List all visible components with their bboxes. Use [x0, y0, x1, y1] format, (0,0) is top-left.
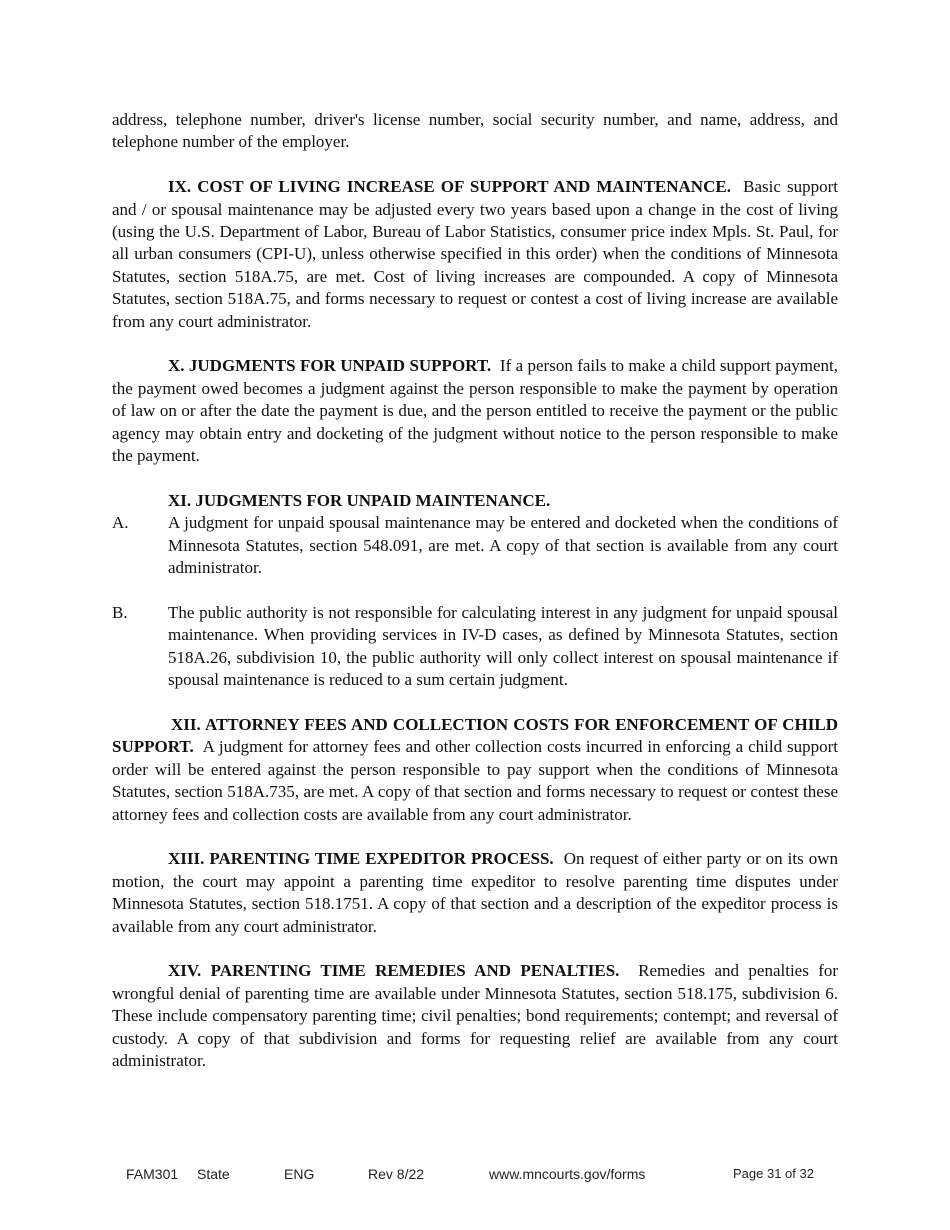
list-item-text: A judgment for unpaid spousal maintenance may be entered and docketed when the conditions of Minnesota Statutes, section 548.091, are met. A copy of that section is available from any court administrator.	[168, 513, 838, 578]
section-ix-paragraph	[112, 176, 838, 333]
section-xii-body: A judgment for attorney fees and other collection costs incurred in enforcing a child support order will be entered against the person responsible to pay support when the conditions of Minnesota Statutes, section 518A.735, are met. A copy of that section and forms necessary to request or contest these attorney fees and collection costs are available from any court administrator.	[112, 737, 838, 824]
section-xiii-heading: XIII. PARENTING TIME EXPEDITOR PROCESS.	[168, 849, 554, 869]
document-body	[112, 109, 838, 1095]
section-xi	[112, 490, 838, 692]
list-item-letter: B.	[112, 602, 128, 622]
section-xii-heading: XII. ATTORNEY FEES AND COLLECTION COSTS FOR ENFORCEMENT OF CHILD SUPPORT.	[112, 714, 838, 757]
section-x-heading: X. JUDGMENTS FOR UNPAID SUPPORT.	[168, 356, 492, 376]
section-x-paragraph	[112, 355, 838, 467]
list-item-text: The public authority is not responsible for calculating interest in any judgment for unpaid spousal maintenance. When providing services in IV-D cases, as defined by Minnesota Statutes, section 518A.26, subdivision 10, the public authority will only collect interest on spousal maintenance if spousal maintenance is reduced to a sum certain judgment.	[168, 602, 838, 690]
footer-language: ENG	[284, 1166, 315, 1182]
section-xiv-body: Remedies and penalties for wrongful denial of parenting time are available under Minnesota Statutes, section 518.175, subdivision 6. These include compensatory parenting time; civil penalties; bond requirements; contempt; and reversal of custody. A copy of that subdivision and forms for requesting relief are available from any court administrator.	[112, 961, 839, 1070]
section-x-body: If a person fails to make a child support payment, the payment owed becomes a judgment against the person responsible to make the payment by operation of law on or after the date the payment is due, and the person entitled to receive the payment or the public agency may obtain entry and docketing of the judgment without notice to the person responsible to make the payment.	[112, 356, 839, 466]
page-footer	[0, 1166, 950, 1186]
section-xiii-body: On request of either party or on its own motion, the court may appoint a parenting time expeditor to resolve parenting time disputes under Minnesota Statutes, section 518.1751. A copy of that section and a description of the expeditor process is available from any court administrator.	[112, 849, 839, 936]
footer-url: www.mncourts.gov/forms	[489, 1166, 646, 1182]
list-item-letter: A.	[112, 513, 129, 533]
intro-paragraph: address, telephone number, driver's license number, social security number, and name, address, and telephone number of the employer.	[112, 110, 838, 152]
footer-revision: Rev 8/22	[368, 1166, 425, 1182]
footer-jurisdiction: State	[197, 1166, 230, 1182]
section-xi-heading: XI. JUDGMENTS FOR UNPAID MAINTENANCE.	[168, 490, 551, 510]
section-xiv-heading: XIV. PARENTING TIME REMEDIES AND PENALTIES.	[168, 961, 620, 981]
footer-page-number: Page 31 of 32	[733, 1166, 814, 1181]
section-xiv-paragraph	[112, 960, 838, 1072]
section-ix-body: Basic support and / or spousal maintenance may be adjusted every two years based upon a change in the cost of living (using the U.S. Department of Labor, Bureau of Labor Statistics, consumer price index Mpls. St. Paul, for all urban consumers (CPI-U), unless otherwise specified in this order) when the conditions of Minnesota Statutes, section 518A.75, are met. Cost of living increases are compounded. A copy of Minnesota Statutes, section 518A.75, and forms necessary to request or contest a cost of living increase are available from any court administrator.	[112, 177, 839, 331]
section-ix-heading: IX. COST OF LIVING INCREASE OF SUPPORT AND MAINTENANCE.	[168, 177, 731, 197]
section-xii-paragraph	[112, 714, 838, 826]
footer-form-number: FAM301	[126, 1166, 179, 1182]
section-xiii-paragraph	[112, 848, 838, 938]
list-item	[112, 512, 838, 579]
list-item	[112, 602, 838, 692]
